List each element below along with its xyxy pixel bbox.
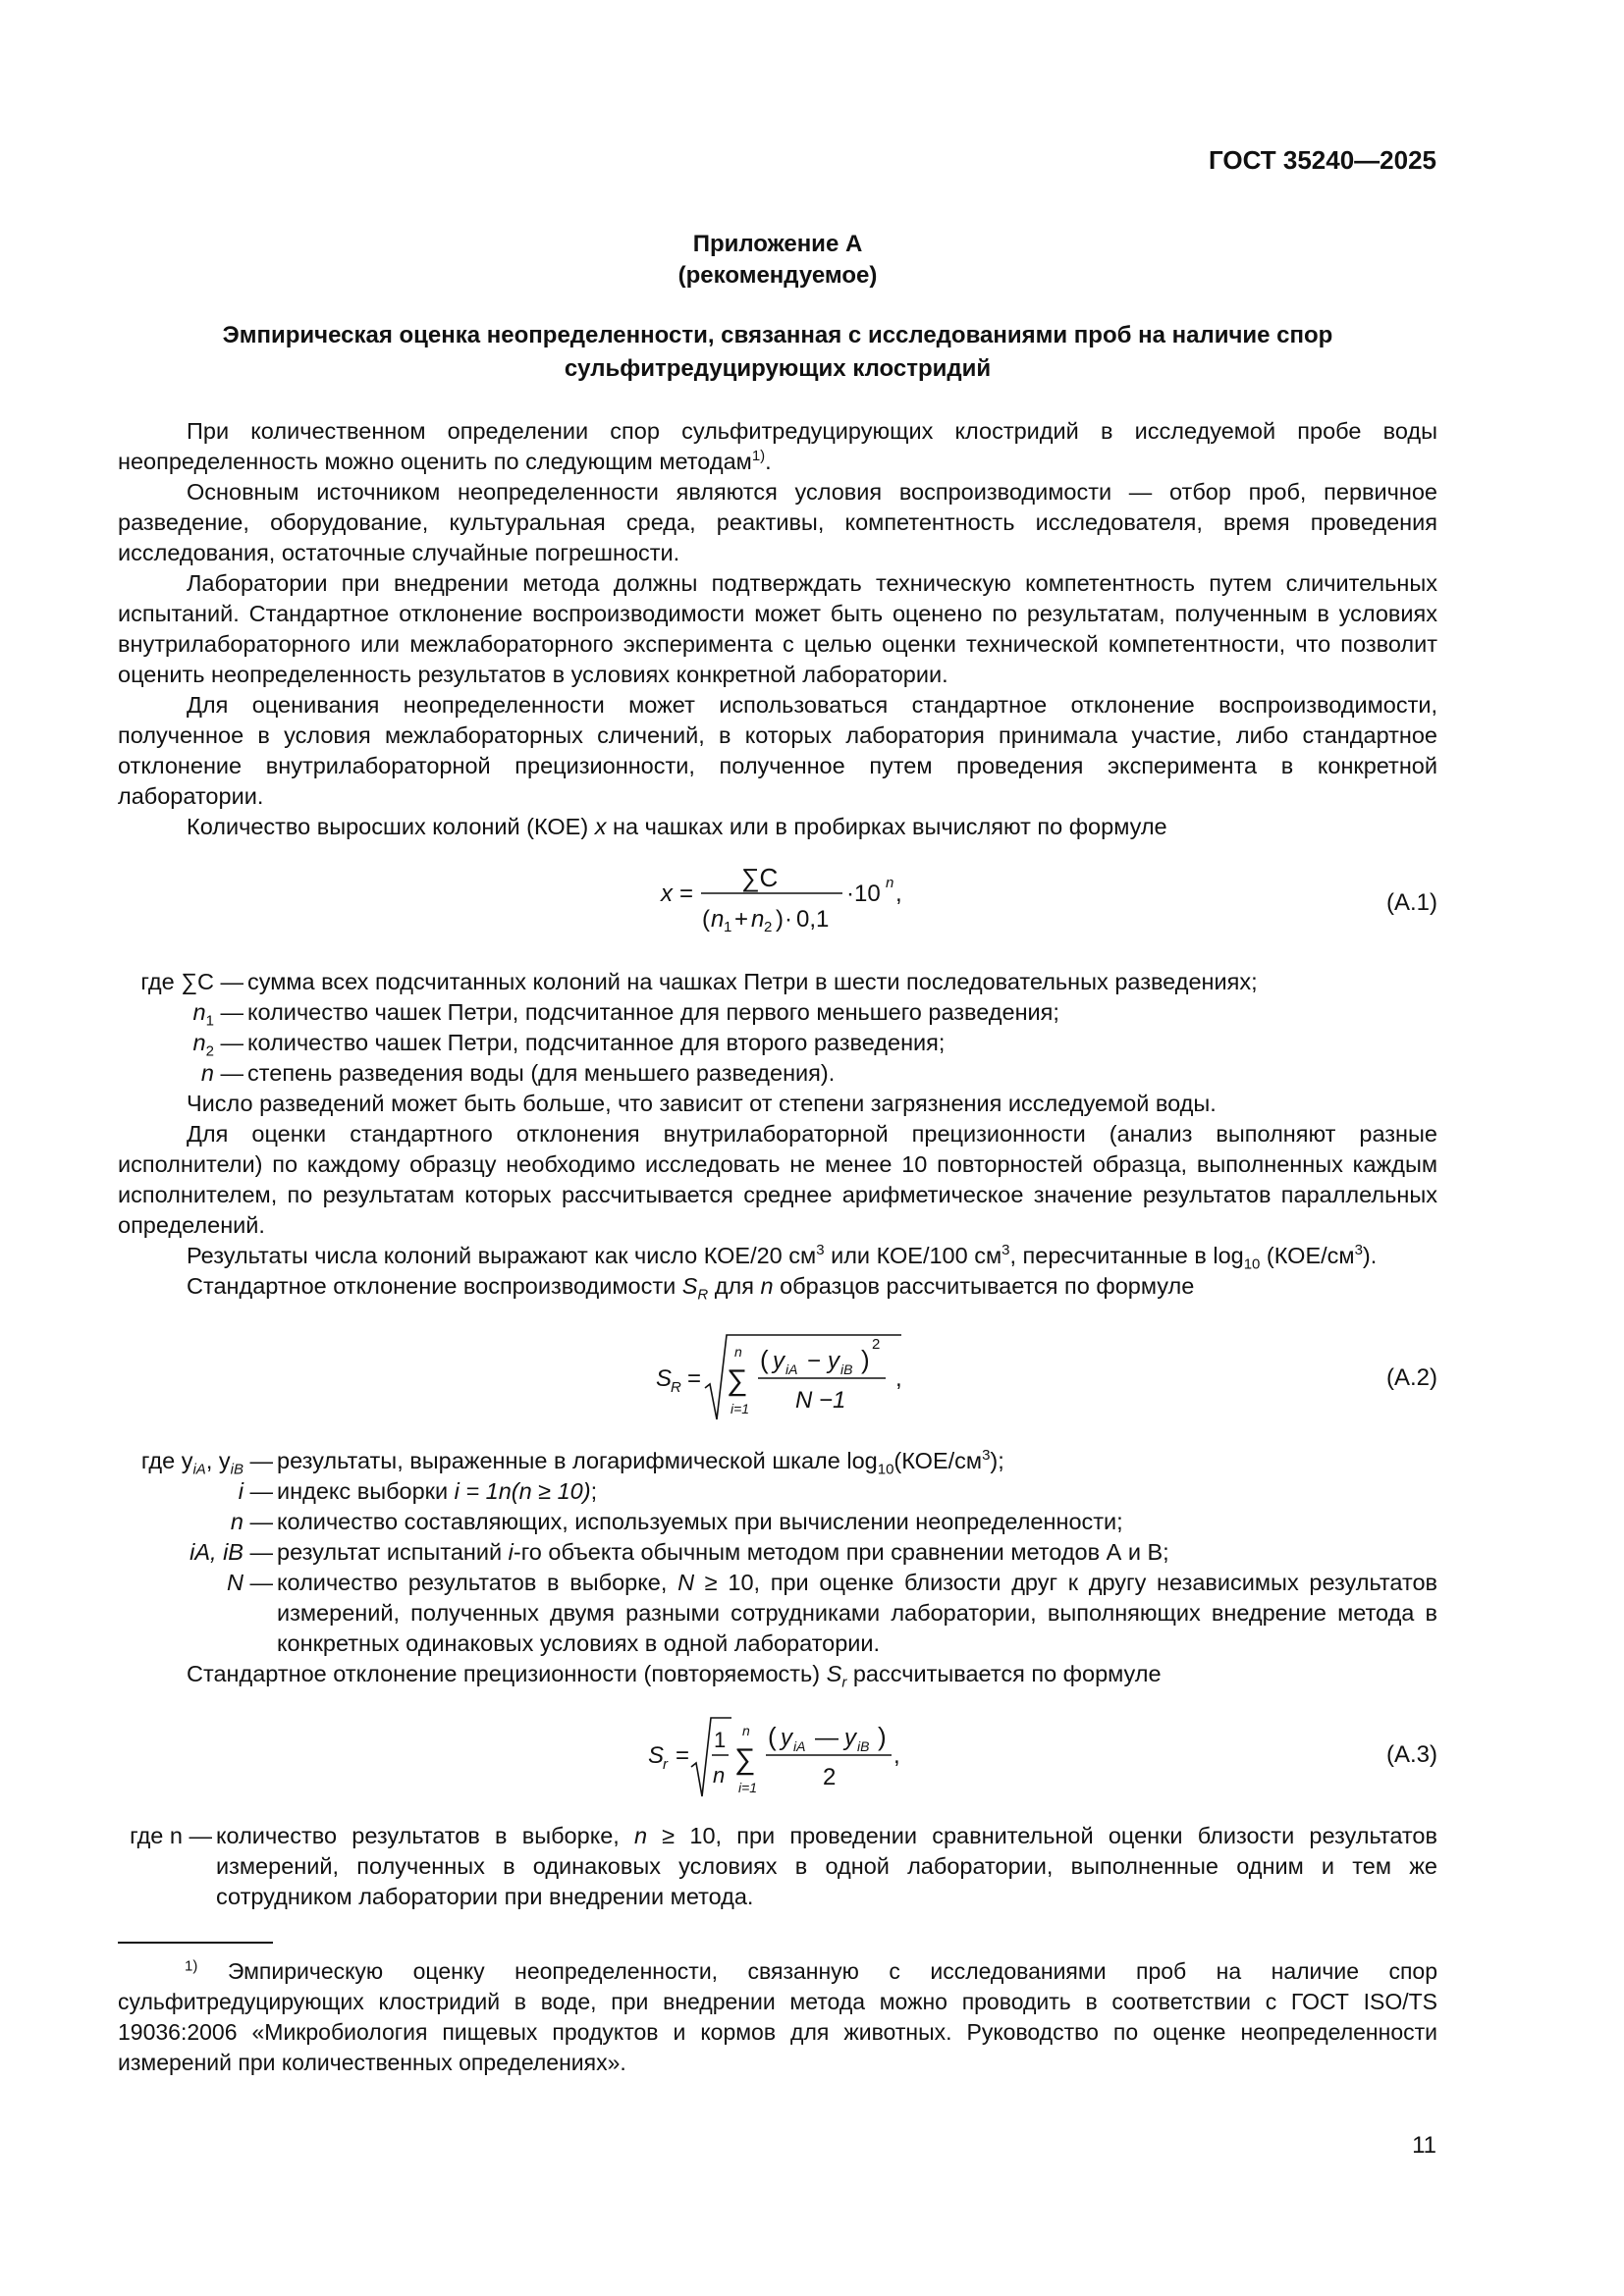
where-a2-term: N —: [226, 1570, 273, 1595]
formula-a2-number: (A.2): [1385, 1364, 1437, 1391]
a1-eq: =: [679, 881, 694, 907]
a2-num-exp: 2: [872, 1336, 881, 1353]
a3-frac-num: 1: [714, 1728, 727, 1752]
where-a1-item: [118, 1058, 1437, 1089]
a2-end: ,: [895, 1365, 902, 1392]
where-a1-term: $n_2$ —: [192, 1030, 244, 1060]
a3-y1: y: [781, 1725, 792, 1751]
paragraph-1-text: При количественном определении спор сульфитредуцирующих клостридий в исследуемой пробе воды неопределенность можно оценить по следующим методам: [118, 418, 1437, 474]
a3-lhs: S: [648, 1742, 665, 1769]
paragraph-6: Число разведений может быть больше, что зависит от степени загрязнения исследуемой воды.: [187, 1091, 1217, 1116]
where-a2-term: iA, iB —: [189, 1539, 273, 1565]
where-a2-text: количество результатов в выборке, N ≥ 10, при оценке близости друг к другу независимых результатов измерений, полученных двумя разными сотрудниками лаборатории, выполняющих внедрение метода в конкретных одинаковых условиях в одной лаборатории.: [277, 1570, 1437, 1656]
a1-den-sub2: 2: [764, 919, 773, 935]
formula-a1: [118, 852, 1437, 960]
a1-den-paren-open: (: [702, 906, 710, 933]
body-block-1: [118, 416, 1437, 842]
footnote-text: Эмпирическую оценку неопределенности, связанную с исследованиями проб на наличие спор сульфитредуцирующих клостридий в воде, при внедрении метода можно проводить в соответствии с ГОСТ ISO/TS 19036:2006 «Микробиология пищевых продуктов и кормов для животных. Руководство по оценке неопределенности измерений при количественных определениях».: [118, 1958, 1438, 2075]
a3-den: 2: [823, 1764, 837, 1790]
footnote-separator: [118, 1942, 273, 1944]
where-a1-text: количество чашек Петри, подсчитанное для второго разведения;: [247, 1030, 946, 1055]
a2-lhs-sub: R: [671, 1379, 681, 1396]
paragraph-1-end: .: [765, 449, 772, 474]
where-a3-term: где n —: [130, 1823, 212, 1848]
a2-eq: =: [687, 1365, 702, 1392]
a3-y2: y: [844, 1725, 856, 1751]
paragraph-4: Для оценивания неопределенности может использоваться стандартное отклонение воспроизводимости, полученное в условия межлабораторных сличений, в которых лаборатория принимала участие, либо стандартное отклонение внутрилабораторной прецизионности, полученное путем проведения эксперимента в конкретной лаборатории.: [118, 692, 1437, 809]
where-a1-term: n —: [200, 1060, 244, 1086]
paragraph-5-pre: Количество выросших колоний (КОЕ): [187, 814, 595, 839]
footnote-mark: 1): [185, 1957, 198, 1975]
where-a1-term: где ∑C —: [140, 969, 244, 994]
where-a1-term: $n_1$ —: [192, 999, 244, 1030]
formula-a3: [118, 1706, 1437, 1814]
body-block-2: [118, 1089, 1437, 1302]
a3-end: ,: [893, 1742, 900, 1769]
formula-a1-number: (A.1): [1385, 889, 1437, 916]
a3-y2-sub: iB: [857, 1738, 870, 1754]
a3-frac-den: n: [713, 1763, 726, 1788]
where-a3-item: [118, 1821, 1437, 1912]
a3-sum-top: n: [742, 1723, 750, 1738]
paragraph-8: Результаты числа колоний выражают как число КОЕ/20 $см^3$ или КОЕ/100 $см^3$, пересчитанные в $\log_{10} (КОЕ/см^3)$.: [187, 1242, 1378, 1273]
a3-y1-sub: iA: [793, 1738, 806, 1754]
a1-mult: ·10: [846, 881, 881, 907]
paragraph-7: Для оценки стандартного отклонения внутрилабораторной прецизионности (анализ выполняют разные исполнители) по каждому образцу необходимо исследовать не менее 10 повторностей образца, выполненных каждым исполнителем, по результатам которых рассчитывается среднее арифметическое значение результатов параллельных определений.: [118, 1121, 1437, 1238]
heading-line-2: сульфитредуцирующих клостридий: [564, 355, 992, 382]
where-a1-text: степень разведения воды (для меньшего разведения).: [247, 1060, 836, 1086]
a2-minus: −: [807, 1348, 822, 1374]
a2-sum-top: n: [734, 1344, 742, 1360]
where-a2-term: i —: [238, 1478, 273, 1504]
paragraph-9: Стандартное отклонение воспроизводимости $S_R$ для n образцов рассчитывается по формуле: [187, 1273, 1195, 1304]
a3-paren-close: ): [878, 1722, 887, 1751]
a2-y2: y: [828, 1348, 839, 1374]
a2-y1: y: [773, 1348, 785, 1374]
a2-den: N −1: [795, 1387, 846, 1414]
where-a1-item: [118, 967, 1437, 997]
footnote: [118, 1956, 1437, 2078]
a1-den-sub1: 1: [724, 919, 732, 935]
where-a2-item: [118, 1476, 1437, 1507]
a1-den-paren-close: ): [776, 906, 784, 933]
paragraph-5-post: на чашках или в пробирках вычисляют по формуле: [606, 814, 1167, 839]
where-a1-item: [118, 1028, 1437, 1058]
where-a1-item: [118, 997, 1437, 1028]
where-a2-item: [118, 1446, 1437, 1476]
body-block-3: [118, 1659, 1437, 1689]
paragraph-5: [118, 812, 1437, 842]
where-a2-text: результаты, выраженные в логарифмической шкале $\log_{10}(КОЕ/см^3)$;: [277, 1447, 1004, 1478]
where-list-a2: [118, 1446, 1437, 1659]
where-a3-text: количество результатов в выборке, n ≥ 10, при проведении сравнительной оценки близости результатов измерений, полученных в одинаковых условиях в одной лаборатории, выполненные одним и тем же сотрудником лаборатории при внедрении метода.: [216, 1823, 1437, 1909]
appendix-heading: [118, 319, 1437, 386]
paragraph-2: Основным источником неопределенности являются условия воспроизводимости — отбор проб, первичное разведение, оборудование, культуральная среда, реактивы, компетентность исследователя, время проведения исследования, остаточные случайные погрешности.: [118, 479, 1437, 565]
appendix-status: (рекомендуемое): [677, 262, 878, 289]
formula-a2-expression: [118, 1325, 1437, 1433]
a1-den-n2: n: [751, 906, 765, 933]
paragraph-1: [118, 416, 1437, 477]
a2-y1-sub: iA: [785, 1362, 798, 1377]
a2-sum-bottom: i=1: [731, 1401, 750, 1416]
heading-line-1: Эмпирическая оценка неопределенности, связанная с исследованиями проб на наличие спор: [222, 322, 1333, 348]
a3-sum-bottom: i=1: [738, 1780, 758, 1795]
a2-sum-sign: ∑: [727, 1364, 748, 1397]
paragraph-3: Лаборатории при внедрении метода должны подтверждать техническую компетентность путем сличительных испытаний. Стандартное отклонение воспроизводимости может быть оценено по результатам, полученным в условиях внутрилабораторного или межлабораторного эксперимента с целью оценки технической компетентности, что позволит оценить неопределенность результатов в условиях конкретной лаборатории.: [118, 570, 1437, 687]
where-a1-text: сумма всех подсчитанных колоний на чашках Петри в шести последовательных разведениях;: [247, 969, 1258, 994]
a1-end: ,: [895, 881, 902, 907]
a1-den-factor: 0,1: [796, 906, 830, 933]
a3-minus: —: [815, 1725, 839, 1751]
where-a2-text: количество составляющих, используемых при вычислении неопределенности;: [277, 1509, 1123, 1534]
a3-paren-open: (: [768, 1722, 777, 1751]
a2-paren-open: (: [760, 1345, 769, 1374]
formula-a3-number: (A.3): [1385, 1741, 1437, 1768]
a1-den-n1: n: [711, 906, 725, 933]
where-a2-text: результат испытаний i-го объекта обычным методом при сравнении методов А и В;: [277, 1539, 1169, 1565]
formula-a2: [118, 1325, 1437, 1433]
where-a2-term: где $y_{iA}$, $y_{iB}$ —: [140, 1448, 273, 1478]
where-a2-item: [118, 1507, 1437, 1537]
where-a1-text: количество чашек Петри, подсчитанное для первого меньшего разведения;: [247, 999, 1059, 1025]
formula-a1-expression: [118, 852, 1437, 960]
a1-exp: n: [886, 875, 894, 891]
a2-paren-close: ): [861, 1345, 870, 1374]
a1-lhs: x: [661, 881, 673, 907]
appendix-title: Приложение А: [692, 231, 863, 257]
where-list-a1: [118, 967, 1437, 1089]
page-number: 11: [1412, 2132, 1436, 2159]
a2-lhs: S: [656, 1365, 673, 1392]
a3-eq: =: [676, 1742, 690, 1769]
a1-num-sum: ∑C: [741, 863, 779, 892]
variable-x: x: [594, 814, 607, 839]
paragraph-10: Стандартное отклонение прецизионности (повторяемость) $S_r$ рассчитывается по формуле: [187, 1661, 1162, 1691]
where-a2-item: [118, 1568, 1437, 1659]
footnote-ref[interactable]: 1): [751, 448, 766, 465]
where-a2-term: n —: [230, 1509, 273, 1534]
a3-lhs-sub: r: [663, 1756, 668, 1773]
formula-a3-expression: [118, 1706, 1437, 1814]
a1-den-dot: ·: [785, 906, 792, 933]
a2-y2-sub: iB: [840, 1362, 853, 1377]
document-code: ГОСТ 35240—2025: [1209, 145, 1436, 175]
a3-sum-sign: ∑: [734, 1743, 756, 1776]
where-a2-item: [118, 1537, 1437, 1568]
where-list-a3: [118, 1821, 1437, 1912]
a1-den-plus: +: [734, 906, 749, 933]
where-a2-text: индекс выборки i = 1n(n ≥ 10);: [277, 1478, 598, 1504]
